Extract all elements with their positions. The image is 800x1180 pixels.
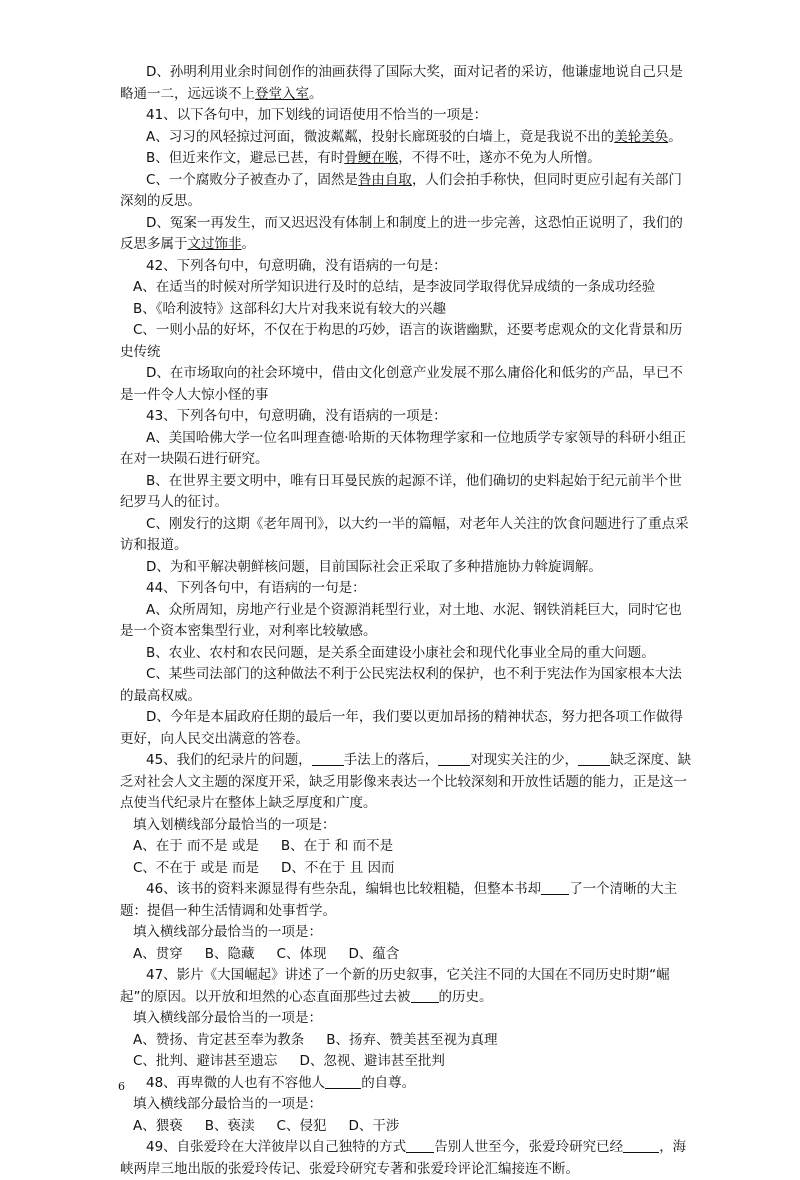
q43-option-b: B、在世界主要文明中，唯有日耳曼民族的起源不详，他们确切的史料起始于纪元前半个世纪罗马人的征讨。 [120,472,682,510]
fill-blank [541,880,569,895]
q46-stem: 46、该书的资料来源显得有些杂乱，编辑也比较粗糙，但整本书却 了一个清晰的大主题：提倡一种生活情调和处事哲学。 [120,881,678,919]
q44-stem: 44、下列各句中，有语病的一句是： [146,580,366,596]
q48-stem: 48、再卑微的人也有不容他人 的自尊。 [146,1074,416,1091]
q40-option-d: D、孙明利用业余时间创作的油画获得了国际大奖，面对记者的采访，他谦虚地说自己只是略通一二，远远谈不上登堂入室。 [120,64,683,102]
underlined-term: 美轮美奂 [614,128,669,145]
q42-option-a: A、在适当的时候对所学知识进行及时的总结，是李波同学取得优异成绩的一条成功经验 [133,279,656,295]
q43-stem: 43、下列各句中，句意明确，没有语病的一项是： [146,408,447,424]
q48-prompt: 填入横线部分最恰当的一项是： [133,1096,322,1112]
fill-blank [578,751,610,766]
q45-options-row-1: A、在于 而不是 或是 B、在于 和 而不是 [133,838,394,854]
q45-stem: 45、我们的纪录片的问题， 手法上的落后， 对现实关注的少， 缺乏深度、缺乏对社会人文主题的深度开采，缺乏用影像来表达一个比较深刻和开放性话题的能力，正是这一点使当代纪录片在整体上缺乏厚度和广度。 [120,752,692,811]
q42-option-b: B、《哈利波特》这部科幻大片对我来说有较大的兴趣 [133,300,447,317]
underlined-term: 咎由自取 [357,171,412,188]
q47-options-row-2: C、批判、避讳甚至遗忘 D、忽视、避讳甚至批判 [133,1053,445,1069]
q47-prompt: 填入横线部分最恰当的一项是： [133,1010,322,1026]
fill-blank [325,1074,361,1089]
q44-option-d: D、今年是本届政府任期的最后一年，我们要以更加昂扬的精神状态，努力把各项工作做得更好，向人民交出满意的答卷。 [120,709,683,747]
underlined-term: 登堂入室 [255,85,309,102]
fill-blank [623,1138,659,1153]
q47-stem: 47、影片《大国崛起》讲述了一个新的历史叙事，它关注不同的大国在不同历史时期“崛起”的原因。以开放和坦然的心态直面那些过去被 的历史。 [120,967,670,1005]
fill-blank [438,751,470,766]
q42-option-c: C、一则小品的好坏，不仅在于构思的巧妙，语言的诙谐幽默，还要考虑观众的文化背景和历史传统 [120,322,683,360]
q48-options: A、猥亵 B、亵渎 C、侵犯 D、干涉 [133,1117,400,1134]
fill-blank [312,751,344,766]
q41-stem: 41、以下各句中，加下划线的词语使用不恰当的一项是： [146,107,488,123]
q41-option-b: B、但近来作文，避忌已甚，有时骨鲠在喉，不得不吐，遂亦不免为人所憎。 [146,150,601,166]
q41-option-c: C、一个腐败分子被查办了，固然是咎由自取，人们会拍手称快，但同时更应引起有关部门深刻的反思。 [120,171,682,209]
q46-options: A、贯穿 B、隐藏 C、体现 D、蕴含 [133,945,400,962]
q41-option-a: A、习习的风轻掠过河面，微波粼粼，投射长廊斑驳的白墙上，竟是我说不出的美轮美奂。 [146,128,682,145]
page-content [120,62,695,1180]
underlined-term: 文过饰非 [187,236,242,252]
q46-prompt: 填入横线部分最恰当的一项是： [133,924,322,940]
q47-options-row-1: A、赞扬、肯定甚至奉为教条 B、扬弃、赞美甚至视为真理 [133,1031,498,1048]
q45-options-row-2: C、不在于 或是 而是 D、不在于 且 因而 [133,859,395,876]
q45-prompt: 填入划横线部分最恰当的一项是： [133,816,336,833]
fill-blank [411,988,439,1003]
q43-option-a: A、美国哈佛大学一位名叫理查德·哈斯的天体物理学家和一位地质学专家领导的科研小组正在对一块陨石进行研究。 [120,429,687,467]
q44-option-b: B、农业、农村和农民问题，是关系全面建设小康社会和现代化事业全局的重大问题。 [146,644,655,661]
fill-blank [406,1138,434,1153]
q44-option-c: C、某些司法部门的这种做法不利于公民宪法权利的保护，也不利于宪法作为国家根本大法的最高权威。 [120,666,682,704]
q41-option-d: D、冤案一再发生，而又迟迟没有体制上和制度上的进一步完善，这恐怕正说明了，我们的反思多属于文过饰非。 [120,214,683,252]
q42-stem: 42、下列各句中，句意明确，没有语病的一句是： [146,257,447,274]
q44-option-a: A、众所周知，房地产行业是个资源消耗型行业，对土地、水泥、钢铁消耗巨大，同时它也是一个资本密集型行业，对利率比较敏感。 [120,601,682,639]
q43-option-c: C、刚发行的这期《老年周刊》，以大约一半的篇幅，对老年人关注的饮食问题进行了重点采访和报道。 [120,515,689,553]
q42-option-d: D、在市场取向的社会环境中，借由文化创意产业发展不那么庸俗化和低劣的产品，早已不是一件令人大惊小怪的事 [120,365,683,403]
underlined-term: 骨鲠在喉 [344,150,399,166]
q43-option-d: D、为和平解决朝鲜核问题，目前国际社会正采取了多种措施协力斡旋调解。 [146,558,602,575]
q49-stem: 49、自张爱玲在大洋彼岸以自己独特的方式 告别人世至今，张爱玲研究已经 ，海峡两岸三地出版的张爱玲传记、张爱玲研究专著和张爱玲评论汇编接连不断。 [120,1139,687,1177]
page-number: 6 [118,1080,125,1093]
